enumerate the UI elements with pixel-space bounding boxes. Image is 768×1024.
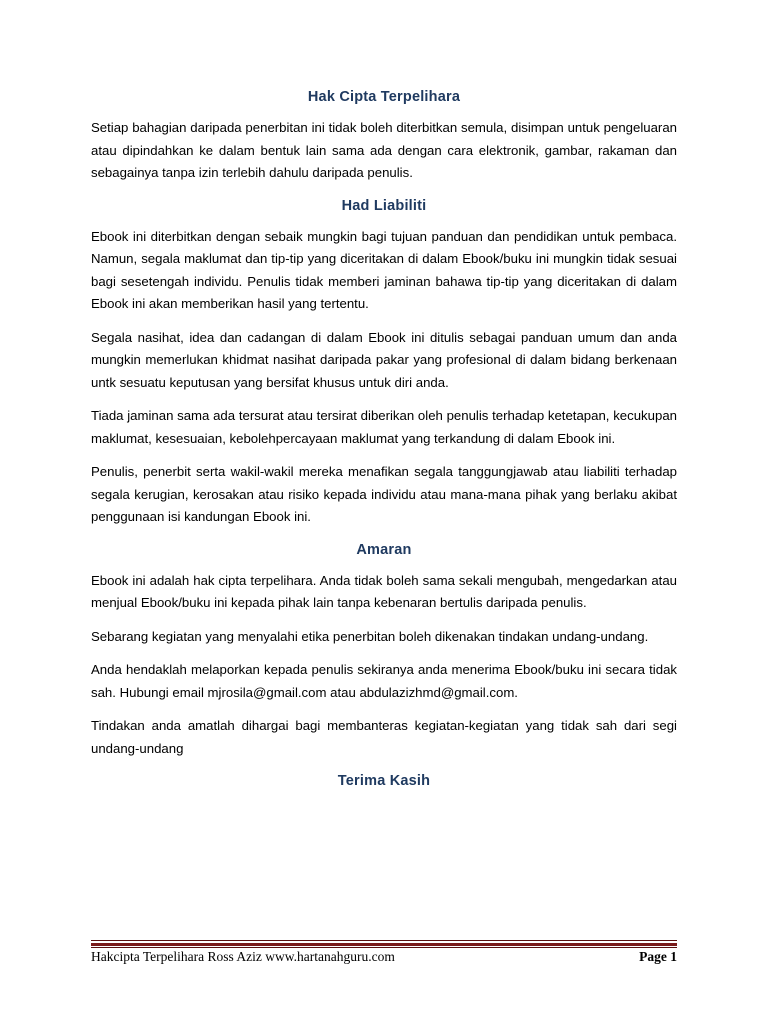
heading-copyright: Hak Cipta Terpelihara	[307, 89, 461, 105]
liability-paragraph-1: Ebook ini diterbitkan dengan sebaik mungkin bagi tujuan panduan dan pendidikan untuk pembaca. Namun, segala maklumat dan tip-tip yang diceritakan di dalam Ebook/buku ini mungkin tidak sesuai bagi sesetengah individu. Penulis tidak memberi jaminan bahawa tip-tip yang diceritakan di dalam Ebook ini akan memberikan hasil yang tertentu.	[91, 228, 677, 311]
heading-liability: Had Liabiliti	[341, 197, 427, 214]
warning-paragraph-3: Anda hendaklah melaporkan kepada penulis sekiranya anda menerima Ebook/buku ini secara tidak sah. Hubungi email mjrosila@gmail.com atau abdulazizhmd@gmail.com.	[91, 662, 677, 700]
page-content	[91, 86, 677, 792]
footer-page-number: Page 1	[639, 949, 677, 964]
warning-paragraph-2: Sebarang kegiatan yang menyalahi etika penerbitan boleh dikenakan tindakan undang-undang.	[91, 628, 649, 644]
footer-rule-top	[91, 940, 677, 941]
footer-rule-middle	[91, 943, 677, 946]
heading-thanks: Terima Kasih	[337, 773, 431, 789]
warning-paragraph-4: Tindakan anda amatlah dihargai bagi membanteras kegiatan-kegiatan yang tidak sah dari segi undang-undang	[91, 718, 677, 756]
liability-paragraph-3: Tiada jaminan sama ada tersurat atau tersirat diberikan oleh penulis terhadap ketetapan, kecukupan maklumat, kesesuaian, kebolehpercayaan maklumat yang terkandung di dalam Ebook ini.	[91, 408, 677, 446]
heading-warning: Amaran	[356, 541, 412, 558]
warning-paragraph-1: Ebook ini adalah hak cipta terpelihara. Anda tidak boleh sama sekali mengubah, mengedarkan atau menjual Ebook/buku ini kepada pihak lain tanpa kebenaran bertulis daripada penulis.	[91, 572, 677, 610]
liability-paragraph-4: Penulis, penerbit serta wakil-wakil mereka menafikan segala tanggungjawab atau liabiliti terhadap segala kerugian, kerosakan atau risiko kepada individu atau mana-mana pihak yang berlaku akibat penggunaan isi kandungan Ebook ini.	[91, 464, 677, 524]
copyright-paragraph: Setiap bahagian daripada penerbitan ini tidak boleh diterbitkan semula, disimpan untuk pengeluaran atau dipindahkan ke dalam bentuk lain sama ada dengan cara elektronik, gambar, rakaman dan sebagainya tanpa izin terlebih dahulu daripada penulis.	[91, 120, 677, 180]
liability-paragraph-2: Segala nasihat, idea dan cadangan di dalam Ebook ini ditulis sebagai panduan umum dan anda mungkin memerlukan khidmat nasihat daripada pakar yang profesional di dalam bidang berkenaan untk sesuatu keputusan yang bersifat khusus untuk diri anda.	[91, 329, 677, 390]
footer-copyright: Hakcipta Terpelihara Ross Aziz www.hartanahguru.com	[91, 949, 395, 964]
